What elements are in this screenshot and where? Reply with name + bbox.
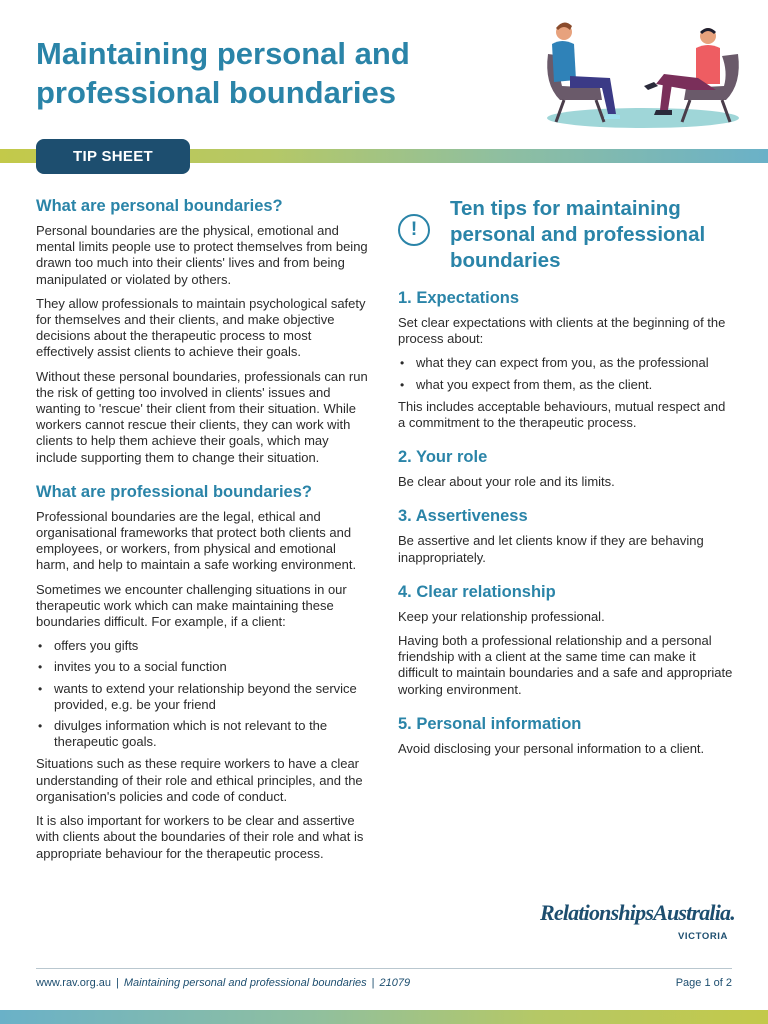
- list-item: • what you expect from them, as the client.: [398, 377, 734, 393]
- left-column: [36, 196, 372, 870]
- paragraph: Professional boundaries are the legal, ethical and organisational frameworks that protect both clients and employees, or workers, from physical and emotional harm, and help to maintain a safe working environment.: [36, 508, 357, 573]
- page-number: Page 1 of 2: [675, 977, 732, 989]
- professional-boundaries-heading: What are professional boundaries?: [36, 482, 312, 501]
- list-item: • what they can expect from you, as the professional: [398, 355, 734, 371]
- paragraph: Set clear expectations with clients at the beginning of the process about:: [398, 315, 726, 347]
- paragraph: Having both a professional relationship and a personal friendship with a client at the same time can make it difficult to maintain boundaries and a safe and appropriate working environment.: [398, 633, 733, 697]
- page-title: Maintaining personal and professional boundaries: [36, 36, 410, 110]
- exclamation-icon: !: [398, 214, 430, 246]
- list-item: • offers you gifts: [36, 638, 372, 654]
- paragraph: This includes acceptable behaviours, mutual respect and a commitment to the therapeutic process.: [398, 398, 726, 431]
- relationships-australia-logo: [540, 900, 740, 946]
- tip-heading-expectations: 1. Expectations: [398, 289, 520, 307]
- paragraph: They allow professionals to maintain psychological safety for themselves and their clients, and make objective decisions about the therapeutic process to most effectively assist clients to achieve their goals.: [36, 295, 366, 360]
- footer-url-link[interactable]: www.rav.org.au: [36, 977, 111, 989]
- tip-heading-personal-information: 5. Personal information: [398, 714, 582, 733]
- paragraph: Be assertive and let clients know if they are behaving inappropriately.: [398, 533, 704, 565]
- paragraph: Without these personal boundaries, professionals can run the risk of getting too involved in clients' issues and wanting to 'rescue' their client from their situation. While workers cannot rescue their clients, they can work with clients to help them achieve their goals, which may include supporting them to change their situation.: [36, 368, 368, 465]
- paragraph: Keep your relationship professional.: [398, 608, 605, 624]
- footer-doc-code: 21079: [379, 977, 411, 989]
- list-item: • wants to extend your relationship beyond the service provided, e.g. be your friend: [36, 681, 372, 713]
- paragraph: Sometimes we encounter challenging situations in our therapeutic work which can make maintaining these boundaries difficult. For example, if a client:: [36, 581, 347, 630]
- footer: www.rav.org.au | Maintaining personal and professional boundaries | 21079 Page 1 of 2: [36, 977, 732, 989]
- logo-region: VICTORIA: [677, 931, 728, 942]
- paragraph: Be clear about your role and its limits.: [398, 474, 615, 490]
- paragraph: It is also important for workers to be clear and assertive with clients about the boundaries of their role and what is appropriate behaviour for the therapeutic process.: [36, 813, 364, 861]
- paragraph: Personal boundaries are the physical, emotional and mental limits people use to protect themselves from being drawn too much into their clients' lives and from being manipulated or violated by others.: [36, 223, 368, 287]
- counselling-illustration: [540, 14, 746, 134]
- personal-boundaries-heading: What are personal boundaries?: [36, 197, 283, 215]
- footer-doc-title: Maintaining personal and professional boundaries: [123, 977, 367, 989]
- footer-band: [0, 1010, 768, 1024]
- example-list: [36, 638, 372, 750]
- list-item: • divulges information which is not relevant to the therapeutic goals.: [36, 718, 372, 750]
- expectations-list: [398, 355, 734, 392]
- tips-header: [398, 196, 734, 274]
- tip-heading-assertiveness: 3. Assertiveness: [398, 507, 528, 526]
- footer-divider: [36, 968, 732, 969]
- right-column: [398, 196, 734, 765]
- paragraph: Situations such as these require workers to have a clear understanding of their role and ethical principles, and the organisation's policies and code of conduct.: [36, 756, 363, 804]
- tip-heading-your-role: 2. Your role: [398, 448, 488, 467]
- tip-heading-clear-relationship: 4. Clear relationship: [398, 582, 556, 601]
- paragraph: Avoid disclosing your personal information to a client.: [398, 740, 705, 756]
- tips-title: Ten tips for maintaining personal and professional boundaries: [450, 197, 706, 272]
- list-item: • invites you to a social function: [36, 659, 372, 675]
- tip-sheet-badge: TIP SHEET: [36, 139, 190, 174]
- logo-wordmark: RelationshipsAustralia.: [540, 900, 735, 925]
